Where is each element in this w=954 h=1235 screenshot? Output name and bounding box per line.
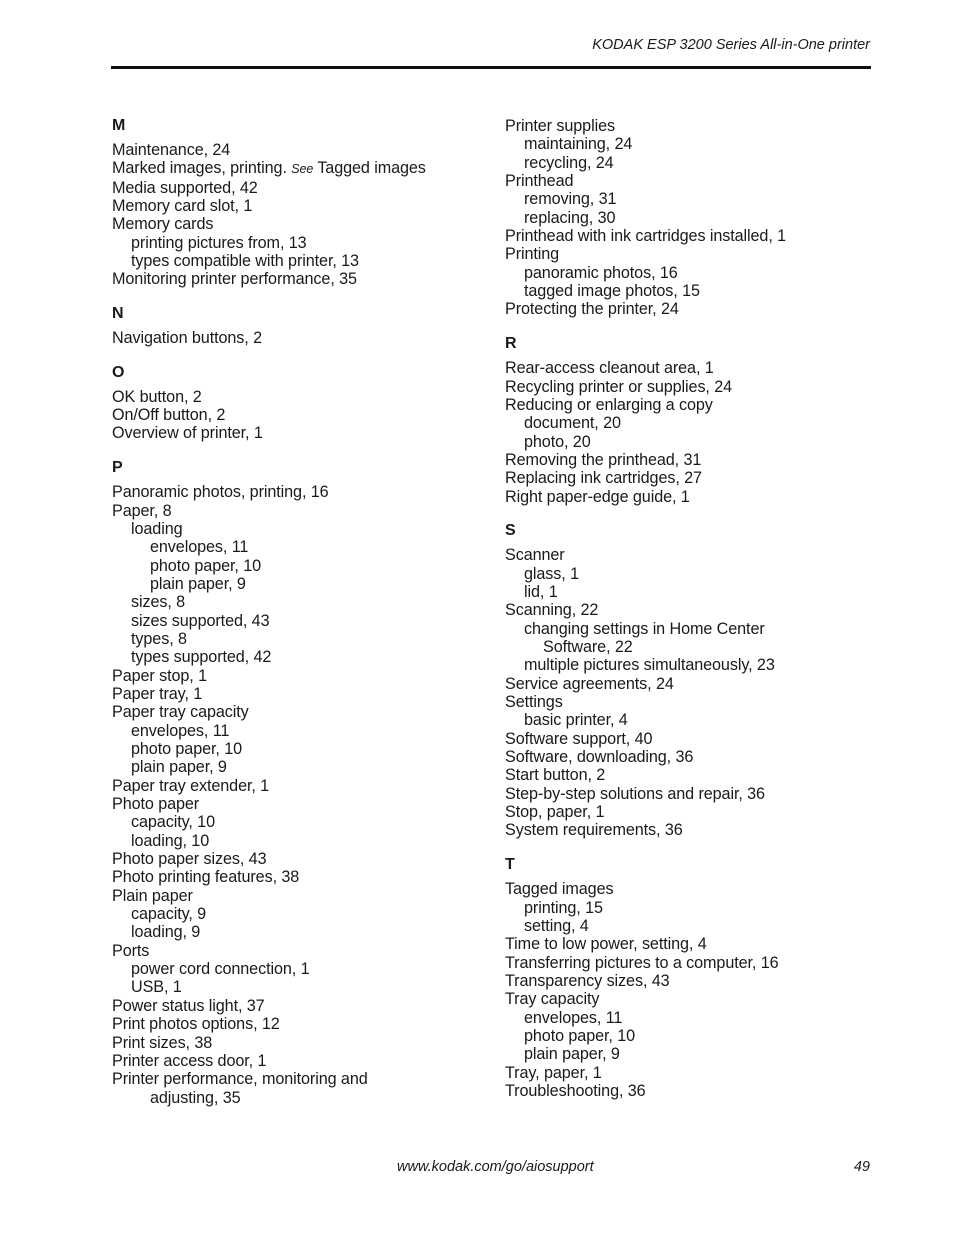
running-header: KODAK ESP 3200 Series All-in-One printer bbox=[592, 37, 870, 53]
header-rule bbox=[111, 66, 871, 69]
index-entry-text: Scanner bbox=[505, 546, 565, 565]
index-entry bbox=[112, 141, 472, 159]
index-entry-text: lid, 1 bbox=[524, 583, 558, 601]
index-entry-text: sizes, 8 bbox=[131, 593, 186, 612]
index-entry bbox=[112, 612, 472, 630]
index-entry bbox=[112, 1089, 472, 1107]
index-entry bbox=[505, 396, 875, 414]
index-entry-text: Plain paper bbox=[112, 886, 193, 905]
index-entry-text: capacity, 9 bbox=[131, 905, 207, 924]
section-letter: O bbox=[112, 363, 125, 381]
index-entry-text: sizes supported, 43 bbox=[131, 611, 270, 630]
index-section bbox=[505, 522, 875, 839]
index-entry bbox=[505, 172, 875, 190]
index-entry-text: recycling, 24 bbox=[524, 153, 614, 172]
index-entry-text: plain paper, 9 bbox=[131, 758, 227, 777]
index-entry-text: Time to low power, setting, 4 bbox=[505, 935, 707, 954]
index-entry bbox=[505, 378, 875, 396]
index-entry bbox=[505, 546, 875, 564]
index-entry-text: Rear-access cleanout area, 1 bbox=[505, 359, 714, 378]
index-entry-text: Power status light, 37 bbox=[112, 996, 265, 1015]
index-entry-text: photo paper, 10 bbox=[131, 740, 243, 758]
index-entry-text: types supported, 42 bbox=[131, 648, 272, 667]
index-entry-text: Paper tray, 1 bbox=[112, 684, 203, 703]
index-entry bbox=[112, 424, 472, 442]
index-entry-text: Software support, 40 bbox=[505, 729, 653, 748]
footer-url: www.kodak.com/go/aiosupport bbox=[397, 1159, 594, 1175]
index-entry-text: Photo paper bbox=[112, 795, 200, 814]
index-entry-text: types, 8 bbox=[131, 629, 187, 648]
index-entry bbox=[112, 905, 472, 923]
index-entry bbox=[505, 1027, 875, 1045]
index-entry-text: types compatible with printer, 13 bbox=[131, 251, 359, 270]
index-entry-text: Recycling printer or supplies, 24 bbox=[505, 377, 733, 396]
index-entry-text: USB, 1 bbox=[131, 978, 182, 997]
index-entry-text: Step-by-step solutions and repair, 36 bbox=[505, 784, 765, 803]
index-entry bbox=[505, 990, 875, 1008]
index-entry bbox=[112, 1034, 472, 1052]
index-entry bbox=[112, 685, 472, 703]
index-entry bbox=[505, 821, 875, 839]
index-entry bbox=[505, 803, 875, 821]
index-entry-text: On/Off button, 2 bbox=[112, 406, 226, 425]
index-entry-text: tagged image photos, 15 bbox=[524, 282, 700, 301]
index-entry bbox=[505, 917, 875, 935]
index-entry-text: Reducing or enlarging a copy bbox=[505, 395, 713, 414]
index-section bbox=[505, 117, 875, 319]
index-entry bbox=[112, 648, 472, 666]
index-entry bbox=[505, 488, 875, 506]
index-entry bbox=[112, 740, 472, 758]
index-entry-text: loading bbox=[131, 519, 183, 538]
index-entry bbox=[505, 766, 875, 784]
index-entry-text: basic printer, 4 bbox=[524, 711, 628, 730]
index-entry bbox=[112, 1052, 472, 1070]
index-entry bbox=[112, 252, 472, 270]
index-entry bbox=[112, 868, 472, 886]
index-entry bbox=[505, 154, 875, 172]
index-entry-text: photo paper, 10 bbox=[150, 556, 262, 575]
index-entry-text: loading, 9 bbox=[131, 923, 201, 942]
section-letter: M bbox=[112, 117, 126, 134]
index-entry-text: Memory cards bbox=[112, 215, 214, 234]
index-entry-text: System requirements, 36 bbox=[505, 821, 683, 840]
index-entry-text: panoramic photos, 16 bbox=[524, 263, 678, 282]
index-section bbox=[505, 335, 875, 506]
index-entry-text: Transparency sizes, 43 bbox=[505, 971, 670, 990]
index-entry bbox=[505, 264, 875, 282]
index-entry bbox=[505, 1064, 875, 1082]
index-entry-text: Media supported, 42 bbox=[112, 178, 258, 197]
index-entry-text: Scanning, 22 bbox=[505, 601, 599, 620]
index-entry bbox=[505, 359, 875, 377]
index-entry-text: Ports bbox=[112, 941, 150, 960]
index-entry-text: Service agreements, 24 bbox=[505, 674, 674, 693]
index-entry bbox=[505, 1009, 875, 1027]
index-entry-text: Monitoring printer performance, 35 bbox=[112, 270, 357, 289]
index-entry-text: Software, 22 bbox=[543, 638, 633, 657]
index-entry bbox=[112, 159, 472, 178]
index-entry-text: multiple pictures simultaneously, 23 bbox=[524, 656, 775, 675]
index-entry bbox=[505, 656, 875, 674]
index-entry bbox=[112, 795, 472, 813]
index-entry bbox=[505, 748, 875, 766]
index-entry bbox=[505, 935, 875, 953]
index-entry-text: Marked images, printing. bbox=[112, 159, 287, 178]
index-entry bbox=[505, 620, 875, 638]
index-entry bbox=[112, 997, 472, 1015]
index-entry bbox=[112, 197, 472, 215]
index-entry bbox=[505, 451, 875, 469]
index-entry bbox=[505, 880, 875, 898]
index-entry bbox=[505, 135, 875, 153]
section-letter: T bbox=[505, 856, 515, 874]
index-entry-text: removing, 31 bbox=[524, 190, 617, 209]
index-entry bbox=[112, 538, 472, 556]
section-letter: R bbox=[505, 335, 517, 353]
index-entry bbox=[112, 758, 472, 776]
index-entry-text: envelopes, 11 bbox=[524, 1008, 623, 1027]
index-entry-text: OK button, 2 bbox=[112, 387, 202, 406]
section-letter: N bbox=[112, 305, 124, 323]
index-section bbox=[112, 305, 472, 347]
index-entry bbox=[505, 1045, 875, 1063]
index-entry bbox=[112, 575, 472, 593]
index-entry-text: Troubleshooting, 36 bbox=[505, 1081, 646, 1100]
index-entry bbox=[505, 300, 875, 318]
index-entry-text: Right paper-edge guide, 1 bbox=[505, 487, 690, 506]
index-entry bbox=[505, 414, 875, 432]
index-entry bbox=[505, 675, 875, 693]
index-entry bbox=[112, 502, 472, 520]
index-entry-text: envelopes, 11 bbox=[131, 721, 230, 740]
index-entry-text: Settings bbox=[505, 693, 563, 712]
section-letter: S bbox=[505, 522, 516, 540]
index-entry bbox=[112, 923, 472, 941]
index-entry bbox=[505, 245, 875, 263]
index-entry bbox=[112, 406, 472, 424]
index-entry-text: adjusting, 35 bbox=[150, 1088, 241, 1107]
index-entry bbox=[112, 234, 472, 252]
index-entry-text: loading, 10 bbox=[131, 831, 210, 850]
index-entry-text: Memory card slot, 1 bbox=[112, 196, 253, 215]
index-entry-text: photo, 20 bbox=[524, 432, 591, 451]
index-entry bbox=[112, 813, 472, 831]
index-entry-text: Maintenance, 24 bbox=[112, 140, 231, 159]
index-entry-text: Software, downloading, 36 bbox=[505, 748, 694, 767]
index-entry bbox=[112, 777, 472, 795]
index-entry-text: Photo paper sizes, 43 bbox=[112, 850, 267, 869]
index-entry-text: Stop, paper, 1 bbox=[505, 803, 605, 822]
index-section bbox=[112, 117, 472, 289]
index-entry bbox=[505, 785, 875, 803]
index-entry bbox=[112, 557, 472, 575]
index-entry-text: Photo printing features, 38 bbox=[112, 868, 300, 887]
index-entry bbox=[505, 601, 875, 619]
index-entry bbox=[505, 227, 875, 245]
index-entry-text: Printhead with ink cartridges installed, 1 bbox=[505, 227, 787, 246]
index-entry bbox=[505, 583, 875, 601]
index-entry bbox=[505, 899, 875, 917]
index-entry-text: plain paper, 9 bbox=[150, 574, 246, 593]
index-entry bbox=[112, 978, 472, 996]
index-entry-text: Tray capacity bbox=[505, 990, 600, 1009]
index-entry bbox=[112, 388, 472, 406]
index-entry bbox=[505, 711, 875, 729]
index-entry-text: Navigation buttons, 2 bbox=[112, 329, 262, 348]
index-entry bbox=[112, 593, 472, 611]
index-entry bbox=[112, 630, 472, 648]
index-entry bbox=[112, 179, 472, 197]
index-entry-text: Print sizes, 38 bbox=[112, 1033, 213, 1052]
index-entry-text: Print photos options, 12 bbox=[112, 1015, 280, 1034]
index-entry bbox=[112, 722, 472, 740]
index-entry bbox=[505, 730, 875, 748]
index-entry bbox=[505, 190, 875, 208]
index-section bbox=[112, 364, 472, 443]
index-entry-text: Paper tray extender, 1 bbox=[112, 776, 270, 795]
index-entry bbox=[112, 667, 472, 685]
index-entry bbox=[505, 469, 875, 487]
index-entry-text: Start button, 2 bbox=[505, 766, 606, 785]
index-entry-text: Protecting the printer, 24 bbox=[505, 300, 679, 319]
index-entry-text: changing settings in Home Center bbox=[524, 619, 765, 638]
index-entry-text: Tray, paper, 1 bbox=[505, 1063, 602, 1082]
index-entry-text: capacity, 10 bbox=[131, 813, 215, 832]
index-entry bbox=[112, 942, 472, 960]
index-entry-text: printing, 15 bbox=[524, 898, 603, 917]
index-entry bbox=[505, 638, 875, 656]
index-entry-text: maintaining, 24 bbox=[524, 135, 633, 154]
index-entry bbox=[112, 215, 472, 233]
index-entry-text: envelopes, 11 bbox=[150, 538, 249, 557]
index-entry-text: power cord connection, 1 bbox=[131, 960, 310, 979]
index-entry-text: Printer supplies bbox=[505, 117, 615, 135]
index-entry bbox=[112, 850, 472, 868]
index-entry bbox=[112, 270, 472, 288]
index-entry-text: Printer performance, monitoring and bbox=[112, 1070, 368, 1089]
index-entry bbox=[505, 954, 875, 972]
index-entry-text: Paper stop, 1 bbox=[112, 666, 207, 685]
index-entry-text: Removing the printhead, 31 bbox=[505, 450, 702, 469]
index-entry bbox=[505, 693, 875, 711]
index-column-right bbox=[505, 117, 875, 1117]
index-entry bbox=[112, 329, 472, 347]
index-entry bbox=[505, 117, 875, 135]
index-entry-text: photo paper, 10 bbox=[524, 1026, 636, 1045]
index-entry-text: replacing, 30 bbox=[524, 208, 616, 227]
index-entry-text: Overview of printer, 1 bbox=[112, 424, 263, 443]
index-entry bbox=[112, 703, 472, 721]
index-entry bbox=[112, 1070, 472, 1088]
index-entry-text: Paper, 8 bbox=[112, 501, 172, 520]
index-entry bbox=[112, 887, 472, 905]
see-target: Tagged images bbox=[317, 159, 426, 178]
index-entry-text: Panoramic photos, printing, 16 bbox=[112, 483, 329, 502]
index-entry bbox=[112, 520, 472, 538]
index-entry-text: Printer access door, 1 bbox=[112, 1051, 267, 1070]
index-entry bbox=[112, 483, 472, 501]
index-entry bbox=[505, 565, 875, 583]
index-entry-text: Printhead bbox=[505, 172, 574, 191]
index-entry-text: document, 20 bbox=[524, 414, 621, 433]
index-entry-text: plain paper, 9 bbox=[524, 1045, 620, 1064]
index-entry-text: Transferring pictures to a computer, 16 bbox=[505, 953, 779, 972]
index-entry bbox=[505, 433, 875, 451]
section-letter: P bbox=[112, 459, 123, 477]
index-entry-text: setting, 4 bbox=[524, 916, 589, 935]
index-entry bbox=[505, 209, 875, 227]
see-reference: See bbox=[291, 162, 314, 177]
index-entry bbox=[505, 282, 875, 300]
index-entry bbox=[112, 1015, 472, 1033]
index-entry bbox=[505, 1082, 875, 1100]
index-entry-text: printing pictures from, 13 bbox=[131, 233, 307, 252]
index-entry-text: glass, 1 bbox=[524, 564, 579, 583]
page-number: 49 bbox=[853, 1159, 870, 1175]
index-entry-text: Tagged images bbox=[505, 880, 614, 899]
index-section bbox=[505, 856, 875, 1100]
index-entry-text: Replacing ink cartridges, 27 bbox=[505, 469, 702, 488]
index-entry bbox=[112, 832, 472, 850]
index-entry bbox=[505, 972, 875, 990]
index-entry-text: Printing bbox=[505, 245, 560, 264]
index-entry-text: Paper tray capacity bbox=[112, 703, 249, 722]
index-section bbox=[112, 459, 472, 1107]
index-entry bbox=[112, 960, 472, 978]
index-column-left bbox=[112, 117, 472, 1123]
